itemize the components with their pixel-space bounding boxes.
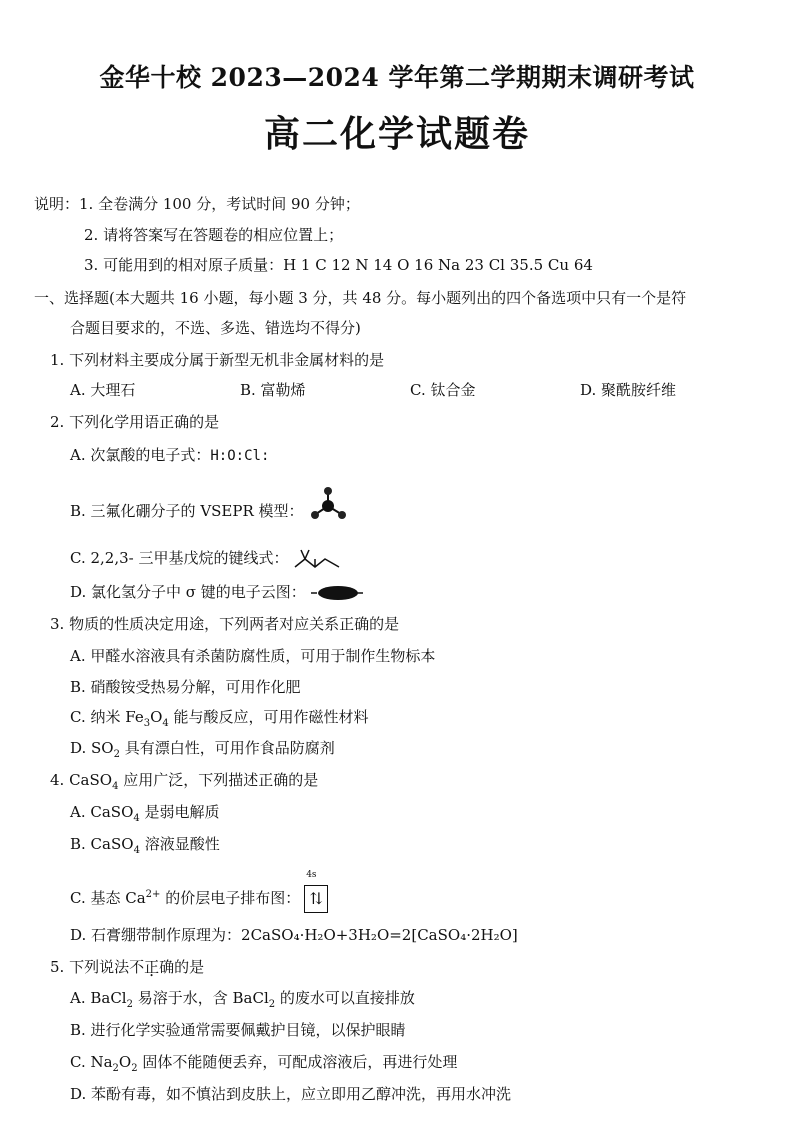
q5-a-sub1: 2	[126, 999, 133, 1010]
q3-d-sub1: 2	[113, 749, 120, 760]
q4-a-post: 是弱电解质	[139, 803, 220, 821]
q5-option-d: D. 苯酚有毒，如不慎沾到皮肤上，应立即用乙醇冲洗，再用水冲洗	[70, 1085, 512, 1103]
q3-d-post: 具有漂白性，可用作食品防腐剂	[119, 739, 335, 757]
bf3-vsepr-model-icon	[308, 486, 348, 526]
exam-subtitle: 高二化学试题卷	[263, 113, 530, 155]
q3-option-a: A. 甲醛水溶液具有杀菌防腐性质，可用于制作生物标本	[70, 647, 436, 665]
q5-c-sub1: 2	[112, 1063, 119, 1074]
q3-c-pre: C. 纳米 Fe	[70, 708, 144, 726]
q5-option-a	[70, 988, 415, 1008]
q5-a-mid: 易溶于水，含 BaCl	[132, 989, 269, 1007]
q2-option-a	[70, 445, 269, 466]
q3-option-d	[70, 738, 335, 758]
paired-spin-arrows-icon: ⇅	[309, 889, 323, 908]
q4-stem-pre: 4. CaSO	[50, 771, 113, 789]
q4-b-pre: B. CaSO	[70, 835, 134, 853]
q5-option-c	[70, 1052, 457, 1072]
q5-stem	[50, 957, 204, 977]
q2-option-d-text: D. 氯化氢分子中 σ 键的电子云图：	[70, 583, 306, 601]
q4-a-pre: A. CaSO	[70, 803, 134, 821]
orbital-box-diagram	[304, 870, 328, 913]
q5-option-b: B. 进行化学实验通常需要佩戴护目镜，以保护眼睛	[70, 1021, 406, 1039]
sigma-bond-electron-cloud-icon	[311, 584, 363, 602]
q2-option-d	[70, 582, 363, 602]
q1-stem: 1. 下列材料主要成分属于新型无机非金属材料的是	[50, 351, 385, 369]
q4-b-post: 溶液显酸性	[139, 835, 220, 853]
q5-a-pre: A. BaCl	[70, 989, 127, 1007]
q5-stem-emphasis: 不正确	[129, 958, 175, 976]
q2-option-b	[70, 498, 348, 526]
instruction-2: 2. 请将答案写在答题卷的相应位置上；	[84, 226, 344, 244]
q3-option-b: B. 硝酸铵受热易分解，可用作化肥	[70, 678, 301, 696]
q3-c-sub1: 3	[143, 718, 151, 729]
q5-stem-pre: 5. 下列说法	[50, 958, 130, 976]
instruction-1: 说明：1. 全卷满分 100 分，考试时间 90 分钟；	[34, 195, 360, 213]
instruction-3: 3. 可能用到的相对原子质量：H 1 C 12 N 14 O 16 Na 23 Cl 35.5 Cu 64	[84, 256, 593, 274]
section-heading-line2: 合题目要求的，不选、多选、错选均不得分)	[70, 319, 361, 337]
orbital-label: 4s	[306, 870, 317, 880]
q4-c-sup: 2+	[145, 889, 161, 900]
q4-option-d: D. 石膏绷带制作原理为：2CaSO₄·H₂O+3H₂O=2[CaSO₄·2H₂O]	[70, 926, 518, 944]
q4-stem	[50, 770, 318, 790]
q4-option-c	[70, 870, 328, 913]
q2-option-c-text: C. 2,2,3- 三甲基戊烷的键线式：	[70, 549, 289, 567]
q5-c-pre: C. Na	[70, 1053, 113, 1071]
q5-a-sub2: 2	[268, 999, 276, 1010]
q1-option-c: C. 钛合金	[410, 381, 476, 399]
q5-c-sub2: 2	[131, 1063, 138, 1074]
q1-option-a: A. 大理石	[70, 381, 136, 399]
q5-c-post: 固体不能随便丢弃，可配成溶液后，再进行处理	[137, 1053, 458, 1071]
skeletal-formula-icon	[293, 547, 343, 571]
q3-c-post: 能与酸反应，可用作磁性材料	[168, 708, 369, 726]
q1-option-d: D. 聚酰胺纤维	[580, 381, 677, 399]
q5-a-post: 的废水可以直接排放	[275, 989, 415, 1007]
q4-c-post: 的价层电子排布图：	[160, 889, 301, 907]
q4-b-sub: 4	[133, 845, 140, 856]
q3-c-sub2: 4	[162, 718, 169, 729]
q5-stem-post: 的是	[174, 958, 205, 976]
q2-stem: 2. 下列化学用语正确的是	[50, 413, 220, 431]
q4-stem-sub: 4	[112, 781, 119, 792]
q2-option-a-text: A. 次氯酸的电子式：	[70, 446, 211, 464]
q1-option-b: B. 富勒烯	[240, 381, 306, 399]
q3-stem: 3. 物质的性质决定用途，下列两者对应关系正确的是	[50, 615, 400, 633]
q4-option-b	[70, 834, 220, 854]
q4-stem-post: 应用广泛，下列描述正确的是	[118, 771, 319, 789]
q4-c-pre: C. 基态 Ca	[70, 889, 146, 907]
q2-option-b-text: B. 三氟化硼分子的 VSEPR 模型：	[70, 502, 304, 520]
section-heading-line1: 一、选择题(本大题共 16 小题，每小题 3 分，共 48 分。每小题列出的四个备选项中只有一个是符	[34, 289, 687, 307]
q2-option-c	[70, 547, 343, 571]
q3-option-c	[70, 707, 369, 727]
q4-option-a	[70, 802, 220, 822]
q4-a-sub: 4	[133, 813, 140, 824]
exam-title: 金华十校 2023—2024 学年第二学期期末调研考试	[99, 63, 695, 92]
q3-c-mid: O	[150, 708, 163, 726]
q3-d-pre: D. SO	[70, 739, 114, 757]
hocl-electron-formula: H:O:Cl:	[210, 448, 270, 464]
q5-c-mid: O	[118, 1053, 132, 1071]
